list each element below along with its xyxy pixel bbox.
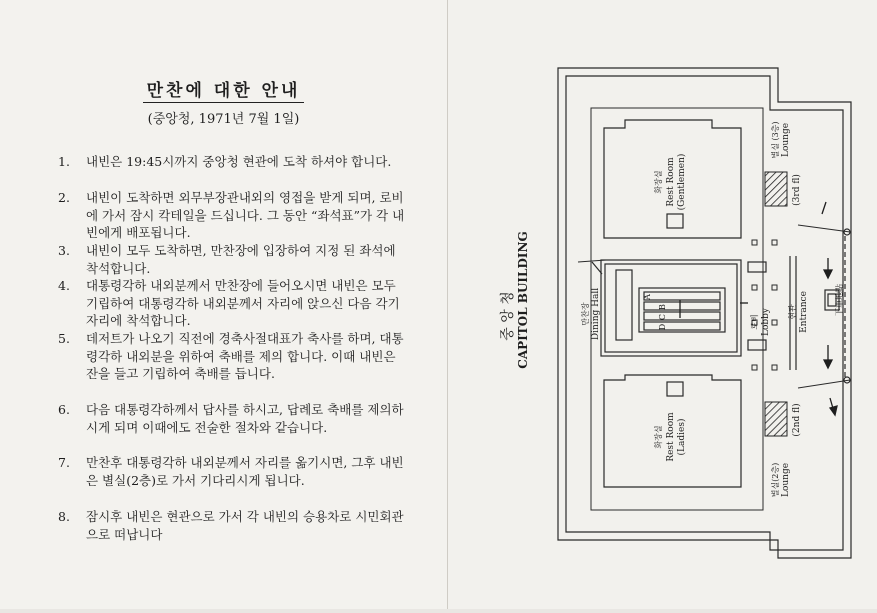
arrow-down-icon [824, 360, 832, 368]
stair-box [667, 214, 683, 228]
restroom-gentlemen-label-en: Rest Room [666, 157, 676, 207]
lounge-3rd-floor-stair [765, 172, 787, 206]
lounge-2nd-floor-stair [765, 402, 787, 436]
table-letter: C [658, 313, 667, 321]
lounge-top-floor: (3rd fl) [792, 174, 802, 206]
restroom-ladies-label-sub: (Ladies) [677, 418, 687, 456]
stair-box [667, 382, 683, 396]
item-text: 대통령각하 내외분께서 만찬장에 들어오시면 내빈은 모두 기립하여 대통령각하 내외분께서 자리에 앉으신 다음 각기 자리에 착석합니다. [86, 278, 400, 329]
floorplan-diagram [448, 0, 877, 609]
notice-title: 만찬에 대한 안내 [0, 76, 447, 101]
arrow-down-icon [824, 270, 832, 278]
lounge-bottom-label-ko: 별실(2층) [771, 462, 780, 498]
vehicle-dropoff-label: 下車地點 [835, 284, 844, 316]
table-letter: B [658, 304, 667, 310]
item-number: 2. [58, 190, 70, 205]
item-text: 다음 대통령각하께서 답사를 하시고, 답례로 축배를 제의하시게 되며 이때에도 전술한 절차와 같습니다. [86, 402, 404, 435]
table-C [644, 312, 720, 320]
notice-subtitle: (중앙청, 1971년 7월 1일) [147, 112, 300, 127]
restroom-gentlemen-label-ko: 화장실 [654, 170, 663, 194]
lounge-top-label-en: Lounge [781, 122, 791, 158]
table-A [644, 292, 720, 300]
table-letter: A [643, 294, 652, 300]
item-number: 6. [58, 402, 70, 417]
restroom-gentlemen-label-sub: (Gentlemen) [677, 153, 687, 211]
item-number: 8. [58, 509, 70, 524]
dining-hall-label-ko: 만찬장 [581, 302, 590, 326]
item-number: 1. [58, 154, 70, 169]
item-text: 데저트가 나오기 직전에 경축사절대표가 축사를 하며, 대통령각하 내외분을 위하여 축배를 제의 합니다. 이때 내빈은 잔을 들고 기립하여 축배를 듭니다. [86, 331, 404, 382]
restroom-ladies-label-en: Rest Room [666, 412, 676, 462]
building-name-english: CAPITOL BUILDING [516, 231, 530, 369]
lobby-label-ko: 로비 [750, 314, 759, 330]
restroom-ladies-label-ko: 화장실 [654, 425, 663, 449]
item-text: 만찬후 대통령각하 내외분께서 자리를 옮기시면, 그후 내빈은 별실(2층)로 가서 기다리시게 됩니다. [86, 455, 404, 488]
floorplan-page [448, 0, 877, 609]
item-number: 4. [58, 278, 70, 293]
building-name-korean: 중 앙 청 [500, 291, 516, 341]
item-text: 내빈이 모두 도착하면, 만찬장에 입장하여 지정 된 좌석에 착석합니다. [86, 243, 396, 276]
dining-hall-label-en: Dining Hall [591, 287, 601, 341]
lobby-label-en: Lobby [761, 307, 771, 337]
table-B [644, 302, 720, 310]
lounge-top-label-ko: 별실 (3층) [771, 121, 780, 159]
head-table [616, 270, 632, 340]
entrance-label-en: Entrance [799, 291, 809, 333]
item-text: 내빈이 도착하면 외무부장관내외의 영접을 받게 되며, 로비에 가서 잠시 칵테일을 드십니다. 그 동안 “좌석표”가 각 내빈에게 배포됩니다. [86, 190, 405, 241]
table-letter: D [658, 323, 667, 331]
lounge-bottom-floor: (2nd fl) [792, 403, 802, 437]
table-D [644, 322, 720, 330]
lounge-bottom-label-en: Lounge [781, 462, 791, 498]
item-number: 3. [58, 243, 70, 258]
item-number: 7. [58, 455, 70, 470]
entrance-label-ko: 현관 [788, 304, 797, 320]
arrow-down-icon [830, 406, 837, 415]
item-text: 잠시후 내빈은 현관으로 가서 각 내빈의 승용차로 시민회관으로 떠납니다 [86, 509, 404, 542]
item-text: 내빈은 19:45시까지 중앙청 현관에 도착 하셔야 합니다. [86, 154, 392, 169]
item-number: 5. [58, 331, 70, 346]
